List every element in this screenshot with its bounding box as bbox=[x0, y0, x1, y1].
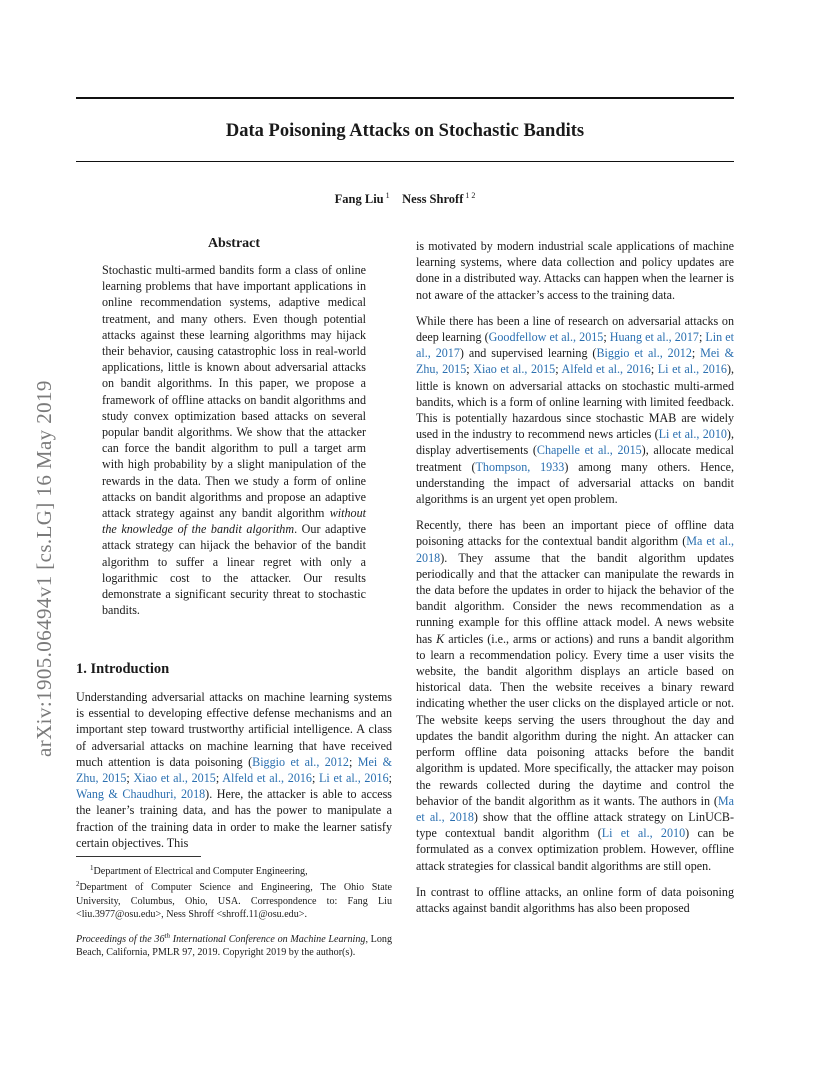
citation-link[interactable]: Li et al., 2016 bbox=[657, 362, 727, 377]
citation-link[interactable]: Xiao et al., 2015 bbox=[133, 771, 216, 786]
paragraph: While there has been a line of research on adversarial attacks on deep learning (Goodfellow et al., 2015; Huang et al., 2017; Lin et al., 2017) and supervised learning (Biggio et al., 2012; Mei & Zhu, 2015; Xiao et al., 2015; Alfeld et al., 2016; Li et al., 2016), little is known on adversarial attacks on stochastic multi-armed bandits, which is a form of online learning with limited feedback. This is potentially hazardous since stochastic MAB are widely used in the industry to recommend news articles (Li et al., 2010), display advertisements (Chapelle et al., 2015), allocate medical treatment (Thompson, 1933) among many others. Hence, understanding the impact of adversarial attacks on bandit algorithms is an urgent yet open problem. bbox=[416, 313, 735, 507]
author-name: Ness Shroff bbox=[402, 192, 464, 206]
abstract-emphasis: without the knowledge of the bandit algorithm bbox=[102, 506, 366, 537]
citation-link[interactable]: Lin et al., 2017 bbox=[416, 330, 734, 361]
citation-link[interactable]: Wang & Chaudhuri, 2018 bbox=[76, 787, 206, 802]
abstract-text bbox=[102, 262, 366, 618]
author-list bbox=[76, 191, 734, 207]
citation-link[interactable]: Xiao et al., 2015 bbox=[473, 362, 556, 377]
title-rule-bottom bbox=[76, 161, 734, 162]
author-name: Fang Liu bbox=[334, 192, 384, 206]
citation-link[interactable]: Mei & Zhu, 2015 bbox=[76, 754, 392, 786]
intro-paragraph: Understanding adversarial attacks on machine learning systems is essential to developing effective defense mechanisms and an important step toward trustworthy artificial intelligence. A class of adversarial attacks on machine learning that have received much attention is data poisoning (Biggio et al., 2012; Mei & Zhu, 2015; Xiao et al., 2015; Alfeld et al., 2016; Li et al., 2016; Wang & Chaudhuri, 2018). Here, the attacker is able to access the leaner’s training data, and has the power to manipulate a fraction of the training data in order to make the learner satisfy certain objectives. This bbox=[76, 690, 392, 850]
title-rule-top bbox=[76, 97, 734, 99]
paragraph: is motivated by modern industrial scale applications of machine learning systems, where data collection and policy updates are done in a distributed way. Attacks can happen when the learner is not aware of the attacker’s access to the training data. bbox=[416, 239, 734, 302]
right-column bbox=[416, 238, 734, 926]
author-affiliation: 1 bbox=[385, 191, 390, 200]
section-heading-introduction: 1. Introduction bbox=[76, 661, 170, 677]
paragraph: In contrast to offline attacks, an online form of data poisoning attacks against bandit algorithms has also been proposed bbox=[416, 884, 734, 915]
math-symbol: K bbox=[436, 631, 445, 646]
citation-link[interactable]: Li et al., 2016 bbox=[319, 771, 389, 786]
footnote-line: Department of Electrical and Computer Engineering, bbox=[93, 866, 308, 877]
abstract-body-end: . Our adaptive attack strategy can hijack the behavior of the bandit algorithm to suffer a linear regret with only a logarithmic cost to the attacker. Our results demonstrate a significant security threat to stochastic bandits. bbox=[102, 522, 367, 618]
citation-link[interactable]: Chapelle et al., 2015 bbox=[536, 443, 642, 458]
abstract-body: Stochastic multi-armed bandits form a class of online learning problems that have important applications in online recommendation systems, adaptive medical treatment, and many others. Even though potential attacks against these learning algorithms may hijack their behavior, causing catastrophic loss in real-world applications, little is known about adversarial attacks on bandit algorithms. In this paper, we propose a framework of offline attacks on bandit algorithms and study convex optimization based attacks on several popular bandit algorithms. We show that the attacker can force the bandit algorithm to pull a target arm with high probability by a slight manipulation of the rewards in the data. Then we study a form of online attacks on bandit algorithms and propose an adaptive attack strategy against any bandit algorithm bbox=[102, 263, 366, 521]
citation-link[interactable]: Li et al., 2010 bbox=[601, 826, 686, 841]
citation-link[interactable]: Huang et al., 2017 bbox=[609, 330, 699, 345]
citation-link[interactable]: Biggio et al., 2012 bbox=[252, 754, 349, 769]
affiliation-footnote: $^1$Department of Electrical and Computer Engineering, $^2$Department of Computer Science and Engineering, The Ohio State University, Columbus, Ohio, USA. Correspondence to: Fang Liu <liu.3977@osu.edu>, Ness Shroff <shroff.11@osu.edu>. bbox=[76, 864, 392, 921]
citation-link[interactable]: Li et al., 2010 bbox=[658, 427, 727, 442]
abstract-heading: Abstract bbox=[207, 236, 261, 251]
citation-link[interactable]: Ma et al., 2018 bbox=[416, 793, 734, 824]
citation-link[interactable]: Mei & Zhu, 2015 bbox=[416, 346, 734, 377]
citation-link[interactable]: Goodfellow et al., 2015 bbox=[488, 330, 604, 345]
citation-link[interactable]: Thompson, 1933 bbox=[475, 459, 565, 474]
paper-title: Data Poisoning Attacks on Stochastic Bandits bbox=[225, 121, 585, 141]
footnote-rule bbox=[76, 856, 201, 857]
citation-link[interactable]: Alfeld et al., 2016 bbox=[561, 362, 651, 377]
citation-link[interactable]: Alfeld et al., 2016 bbox=[222, 771, 312, 786]
arxiv-side-stamp: arXiv:1905.06494v1 [cs.LG] 16 May 2019 bbox=[32, 380, 56, 757]
footnote-line: Department of Computer Science and Engineering, The Ohio State University, Columbus, Ohio, USA. Correspondence to: Fang Liu <liu.3977@osu.edu>, Ness Shroff <shroff.11@osu.edu>. bbox=[76, 882, 392, 921]
citation-link[interactable]: Biggio et al., 2012 bbox=[596, 346, 692, 361]
paragraph: Recently, there has been an important piece of offline data poisoning attacks for the contextual bandit algorithm (Ma et al., 2018). They assume that the bandit algorithm updates periodically and that the attacker can manipulate the rewards in the data before the updates in order to hijack the behavior of the bandit algorithm. Consider the news recommendation as a running example for this offline attack model. A news website has K articles (i.e., arms or actions) and runs a bandit algorithm to learn a recommendation policy. Every time a user visits the website, the bandit algorithm displays an article based on historical data. Then the website receives a binary reward indicating whether the user clicks on the displayed article or not. The website keeps serving the users throughout the day and updates the bandit algorithm during the night. An attacker can perform offline data poisoning attacks before the bandit algorithm is updated. More specifically, the attacker may poison the rewards collected during the daytime and control the behavior of the bandit algorithm as it wants. The authors in (Ma et al., 2018) show that the offline attack strategy on LinUCB-type contextual bandit algorithm (Li et al., 2010) can be formulated as a convex optimization problem. However, offline attack strategies for classical bandit algorithms are still open. bbox=[416, 518, 734, 873]
author-affiliation: 1 2 bbox=[465, 191, 476, 200]
citation-link[interactable]: Ma et al., 2018 bbox=[416, 534, 734, 565]
proceedings-note: Proceedings of the 36th International Conference on Machine Learning, Long Beach, California, PMLR 97, 2019. Copyright 2019 by the author(s). bbox=[76, 932, 392, 959]
